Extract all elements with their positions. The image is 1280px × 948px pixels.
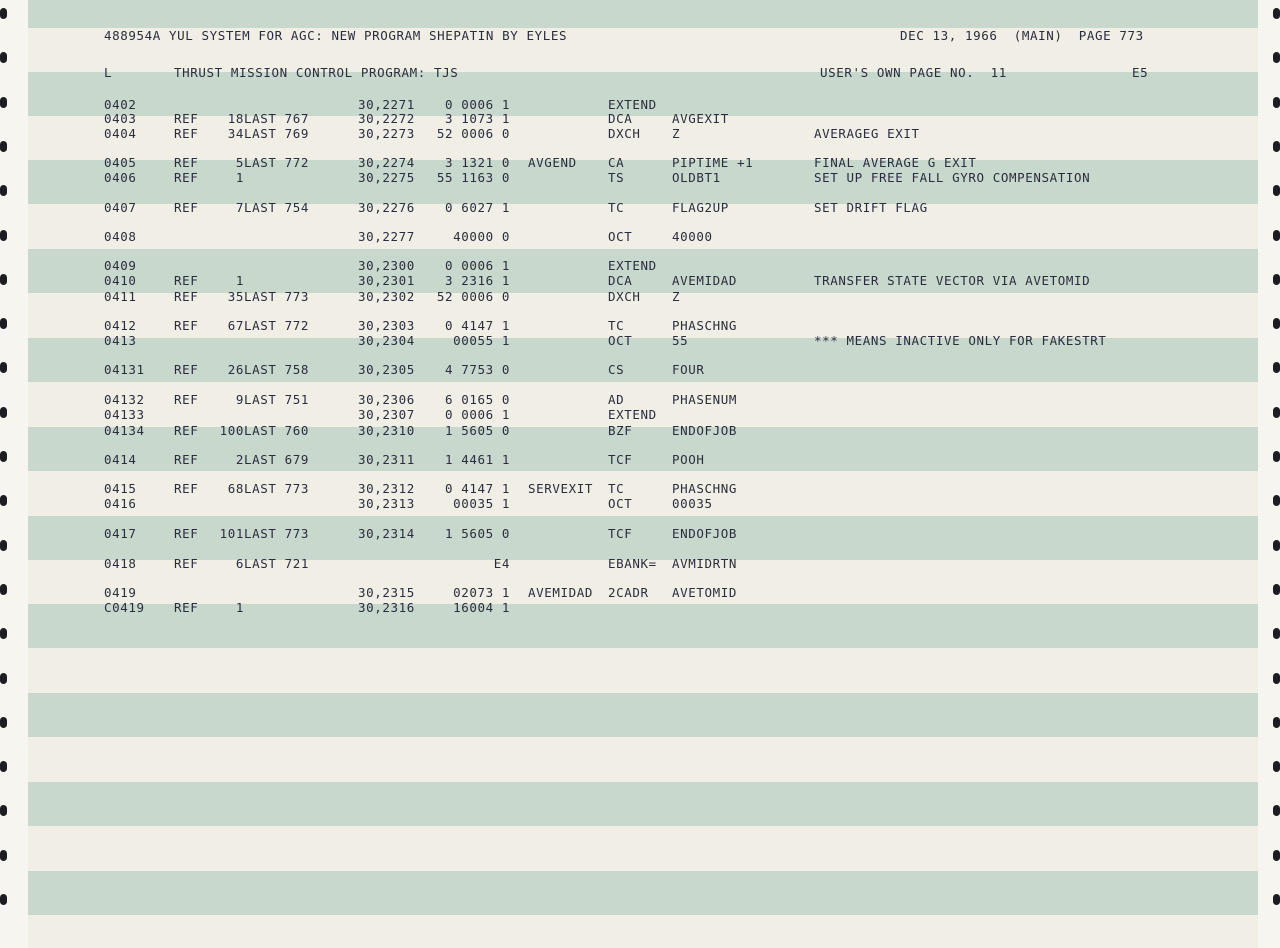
tractor-hole xyxy=(0,141,7,152)
line-number: 04132 xyxy=(104,392,145,407)
listing-row xyxy=(28,362,1258,377)
address: 30,2274 xyxy=(358,155,415,170)
octal-word: 6 0165 0 xyxy=(444,392,510,407)
tractor-hole xyxy=(0,628,7,639)
ref-label: REF xyxy=(174,392,199,407)
ref-count: 34 xyxy=(227,126,244,141)
listing-row xyxy=(28,600,1258,615)
comment: FINAL AVERAGE G EXIT xyxy=(814,155,977,170)
listing-row xyxy=(28,392,1258,407)
opcode: EBANK= xyxy=(608,556,657,571)
last-ref: LAST 760 xyxy=(244,423,310,438)
comment: SET UP FREE FALL GYRO COMPENSATION xyxy=(814,170,1091,185)
address: 30,2310 xyxy=(358,423,415,438)
opcode: EXTEND xyxy=(608,258,657,273)
octal-word: 0 0006 1 xyxy=(444,97,510,112)
tractor-hole xyxy=(1273,451,1280,462)
tractor-hole xyxy=(1273,540,1280,551)
line-number: 0409 xyxy=(104,258,137,273)
tractor-hole xyxy=(1273,717,1280,728)
symbol-label: AVGEND xyxy=(528,155,577,170)
tractor-hole xyxy=(1273,52,1280,63)
opcode: TC xyxy=(608,318,625,333)
ref-label: REF xyxy=(174,318,199,333)
tractor-hole xyxy=(1273,318,1280,329)
tractor-hole xyxy=(1273,185,1280,196)
tractor-hole xyxy=(0,407,7,418)
listing-row xyxy=(28,289,1258,304)
listing-row xyxy=(28,111,1258,126)
ref-label: REF xyxy=(174,556,199,571)
ref-label: REF xyxy=(174,273,199,288)
comment: TRANSFER STATE VECTOR VIA AVETOMID xyxy=(814,273,1091,288)
last-ref: LAST 773 xyxy=(244,481,310,496)
line-number: 0410 xyxy=(104,273,137,288)
listing-row xyxy=(28,496,1258,511)
comment: *** MEANS INACTIVE ONLY FOR FAKESTRT xyxy=(814,333,1107,348)
ref-label: REF xyxy=(174,452,199,467)
address: 30,2311 xyxy=(358,452,415,467)
tractor-hole xyxy=(0,52,7,63)
operand: AVMIDRTN xyxy=(672,556,738,571)
tractor-hole xyxy=(1273,97,1280,108)
operand: AVGEXIT xyxy=(672,111,729,126)
octal-word: 00035 1 xyxy=(453,496,510,511)
opcode: DXCH xyxy=(608,126,641,141)
operand: FOUR xyxy=(672,362,705,377)
line-number: 0404 xyxy=(104,126,137,141)
line-number: C0419 xyxy=(104,600,145,615)
operand: ENDOFJOB xyxy=(672,423,738,438)
ref-label: REF xyxy=(174,111,199,126)
line-number: 0416 xyxy=(104,496,137,511)
address: 30,2305 xyxy=(358,362,415,377)
opcode: DCA xyxy=(608,273,633,288)
opcode: DXCH xyxy=(608,289,641,304)
address: 30,2276 xyxy=(358,200,415,215)
opcode: EXTEND xyxy=(608,97,657,112)
octal-word: 3 1321 0 xyxy=(444,155,510,170)
last-ref: LAST 754 xyxy=(244,200,310,215)
line-number: 0413 xyxy=(104,333,137,348)
line-number: 04131 xyxy=(104,362,145,377)
symbol-label: AVEMIDAD xyxy=(528,585,594,600)
octal-word: 0 4147 1 xyxy=(444,318,510,333)
octal-word: 0 0006 1 xyxy=(444,258,510,273)
listing-row xyxy=(28,126,1258,141)
opcode: DCA xyxy=(608,111,633,126)
tractor-hole xyxy=(0,362,7,373)
ref-count: 100 xyxy=(219,423,244,438)
operand: Z xyxy=(672,289,681,304)
ref-label: REF xyxy=(174,423,199,438)
tractor-hole xyxy=(0,761,7,772)
address: 30,2307 xyxy=(358,407,415,422)
line-number: 0402 xyxy=(104,97,137,112)
line-number: 04134 xyxy=(104,423,145,438)
tractor-hole xyxy=(1273,805,1280,816)
listing-row xyxy=(28,258,1258,273)
opcode: CS xyxy=(608,362,625,377)
line-number: 0411 xyxy=(104,289,137,304)
tractor-hole xyxy=(0,584,7,595)
listing-row xyxy=(28,155,1258,170)
opcode: CA xyxy=(608,155,625,170)
listing-row xyxy=(28,526,1258,541)
opcode: 2CADR xyxy=(608,585,649,600)
address: 30,2273 xyxy=(358,126,415,141)
ref-count: 101 xyxy=(219,526,244,541)
address: 30,2272 xyxy=(358,111,415,126)
opcode: TCF xyxy=(608,526,633,541)
subheader-title: THRUST MISSION CONTROL PROGRAM: TJS xyxy=(174,65,459,80)
last-ref: LAST 772 xyxy=(244,155,310,170)
ref-count: 6 xyxy=(235,556,244,571)
address: 30,2304 xyxy=(358,333,415,348)
ref-count: 1 xyxy=(235,170,244,185)
operand: Z xyxy=(672,126,681,141)
address: 30,2271 xyxy=(358,97,415,112)
opcode: TC xyxy=(608,200,625,215)
listing-row xyxy=(28,333,1258,348)
octal-word: 3 1073 1 xyxy=(444,111,510,126)
operand: OLDBT1 xyxy=(672,170,721,185)
ref-count: 9 xyxy=(235,392,244,407)
comment: AVERAGEG EXIT xyxy=(814,126,920,141)
green-band xyxy=(28,782,1258,826)
line-number: 0414 xyxy=(104,452,137,467)
tractor-hole xyxy=(0,451,7,462)
tractor-hole xyxy=(0,318,7,329)
address: 30,2300 xyxy=(358,258,415,273)
operand: FLAG2UP xyxy=(672,200,729,215)
tractor-hole xyxy=(0,97,7,108)
tractor-hole xyxy=(0,717,7,728)
last-ref: LAST 679 xyxy=(244,452,310,467)
last-ref: LAST 769 xyxy=(244,126,310,141)
tractor-hole xyxy=(0,230,7,241)
ref-label: REF xyxy=(174,170,199,185)
octal-word: 1 4461 1 xyxy=(444,452,510,467)
line-number: 0405 xyxy=(104,155,137,170)
last-ref: LAST 767 xyxy=(244,111,310,126)
octal-word: 3 2316 1 xyxy=(444,273,510,288)
listing-row xyxy=(28,481,1258,496)
users-page-number: USER'S OWN PAGE NO. 11 xyxy=(820,65,1007,80)
subheader-code: L xyxy=(104,65,113,80)
line-number: 04133 xyxy=(104,407,145,422)
address: 30,2301 xyxy=(358,273,415,288)
operand: 55 xyxy=(672,333,689,348)
octal-word: E4 xyxy=(493,556,510,571)
opcode: TCF xyxy=(608,452,633,467)
ref-count: 26 xyxy=(227,362,244,377)
address: 30,2303 xyxy=(358,318,415,333)
line-number: 0407 xyxy=(104,200,137,215)
line-number: 0415 xyxy=(104,481,137,496)
listing-row xyxy=(28,200,1258,215)
symbol-label: SERVEXIT xyxy=(528,481,594,496)
listing-row xyxy=(28,556,1258,571)
opcode: AD xyxy=(608,392,625,407)
octal-word: 00055 1 xyxy=(453,333,510,348)
last-ref: LAST 758 xyxy=(244,362,310,377)
header-title: 488954A YUL SYSTEM FOR AGC: NEW PROGRAM SHEPATIN BY EYLES xyxy=(104,28,568,43)
operand: PHASCHNG xyxy=(672,318,738,333)
tractor-hole xyxy=(0,540,7,551)
octal-word: 4 7753 0 xyxy=(444,362,510,377)
address: 30,2275 xyxy=(358,170,415,185)
ref-label: REF xyxy=(174,526,199,541)
ref-count: 68 xyxy=(227,481,244,496)
tractor-hole xyxy=(1273,274,1280,285)
tractor-hole xyxy=(1273,673,1280,684)
address: 30,2306 xyxy=(358,392,415,407)
ref-count: 1 xyxy=(235,600,244,615)
ref-count: 2 xyxy=(235,452,244,467)
address: 30,2316 xyxy=(358,600,415,615)
listing-row xyxy=(28,407,1258,422)
opcode: EXTEND xyxy=(608,407,657,422)
tractor-hole xyxy=(1273,761,1280,772)
ref-label: REF xyxy=(174,155,199,170)
last-ref: LAST 772 xyxy=(244,318,310,333)
address: 30,2313 xyxy=(358,496,415,511)
octal-word: 16004 1 xyxy=(453,600,510,615)
line-number: 0417 xyxy=(104,526,137,541)
line-number: 0418 xyxy=(104,556,137,571)
listing-row xyxy=(28,170,1258,185)
opcode: TC xyxy=(608,481,625,496)
octal-word: 55 1163 0 xyxy=(436,170,510,185)
address: 30,2314 xyxy=(358,526,415,541)
ref-count: 5 xyxy=(235,155,244,170)
opcode: OCT xyxy=(608,496,633,511)
address: 30,2315 xyxy=(358,585,415,600)
tractor-hole xyxy=(1273,628,1280,639)
last-ref: LAST 721 xyxy=(244,556,310,571)
operand: 40000 xyxy=(672,229,713,244)
tractor-hole xyxy=(1273,584,1280,595)
green-band xyxy=(28,0,1258,28)
operand: ENDOFJOB xyxy=(672,526,738,541)
tractor-hole xyxy=(0,185,7,196)
line-number: 0406 xyxy=(104,170,137,185)
octal-word: 40000 0 xyxy=(453,229,510,244)
ref-label: REF xyxy=(174,126,199,141)
ref-label: REF xyxy=(174,362,199,377)
address: 30,2312 xyxy=(358,481,415,496)
ref-label: REF xyxy=(174,289,199,304)
operand: PHASCHNG xyxy=(672,481,738,496)
listing-row xyxy=(28,273,1258,288)
ref-label: REF xyxy=(174,481,199,496)
ref-count: 67 xyxy=(227,318,244,333)
printout-paper xyxy=(28,0,1258,948)
last-ref: LAST 773 xyxy=(244,526,310,541)
last-ref: LAST 773 xyxy=(244,289,310,304)
opcode: OCT xyxy=(608,333,633,348)
address: 30,2302 xyxy=(358,289,415,304)
line-number: 0408 xyxy=(104,229,137,244)
octal-word: 1 5605 0 xyxy=(444,526,510,541)
ref-count: 7 xyxy=(235,200,244,215)
ref-count: 1 xyxy=(235,273,244,288)
tractor-hole xyxy=(1273,8,1280,19)
opcode: OCT xyxy=(608,229,633,244)
tractor-hole xyxy=(0,850,7,861)
last-ref: LAST 751 xyxy=(244,392,310,407)
ref-count: 35 xyxy=(227,289,244,304)
tractor-hole xyxy=(0,805,7,816)
tractor-hole xyxy=(0,673,7,684)
tractor-hole xyxy=(0,495,7,506)
octal-word: 0 0006 1 xyxy=(444,407,510,422)
line-number: 0403 xyxy=(104,111,137,126)
tractor-hole xyxy=(0,894,7,905)
listing-row xyxy=(28,452,1258,467)
operand: PHASENUM xyxy=(672,392,738,407)
ref-count: 18 xyxy=(227,111,244,126)
tractor-hole xyxy=(1273,230,1280,241)
tractor-hole xyxy=(1273,362,1280,373)
ref-label: REF xyxy=(174,200,199,215)
listing-row xyxy=(28,423,1258,438)
listing-row xyxy=(28,585,1258,600)
octal-word: 02073 1 xyxy=(453,585,510,600)
tractor-hole xyxy=(1273,894,1280,905)
tractor-hole xyxy=(1273,141,1280,152)
tractor-hole xyxy=(1273,407,1280,418)
octal-word: 52 0006 0 xyxy=(436,126,510,141)
header-date-page: DEC 13, 1966 (MAIN) PAGE 773 xyxy=(900,28,1144,43)
operand: PIPTIME +1 xyxy=(672,155,754,170)
tractor-hole xyxy=(1273,850,1280,861)
listing-row xyxy=(28,97,1258,112)
tractor-hole xyxy=(0,8,7,19)
operand: AVEMIDAD xyxy=(672,273,738,288)
octal-word: 1 5605 0 xyxy=(444,423,510,438)
subheader-tag: E5 xyxy=(1132,65,1149,80)
listing-row xyxy=(28,229,1258,244)
octal-word: 0 4147 1 xyxy=(444,481,510,496)
tractor-hole xyxy=(0,274,7,285)
comment: SET DRIFT FLAG xyxy=(814,200,928,215)
octal-word: 52 0006 0 xyxy=(436,289,510,304)
green-band xyxy=(28,693,1258,737)
operand: 00035 xyxy=(672,496,713,511)
ref-label: REF xyxy=(174,600,199,615)
tractor-hole xyxy=(1273,495,1280,506)
listing-row xyxy=(28,318,1258,333)
opcode: BZF xyxy=(608,423,633,438)
green-band xyxy=(28,871,1258,915)
line-number: 0419 xyxy=(104,585,137,600)
operand: AVETOMID xyxy=(672,585,738,600)
opcode: TS xyxy=(608,170,625,185)
octal-word: 0 6027 1 xyxy=(444,200,510,215)
address: 30,2277 xyxy=(358,229,415,244)
line-number: 0412 xyxy=(104,318,137,333)
operand: POOH xyxy=(672,452,705,467)
